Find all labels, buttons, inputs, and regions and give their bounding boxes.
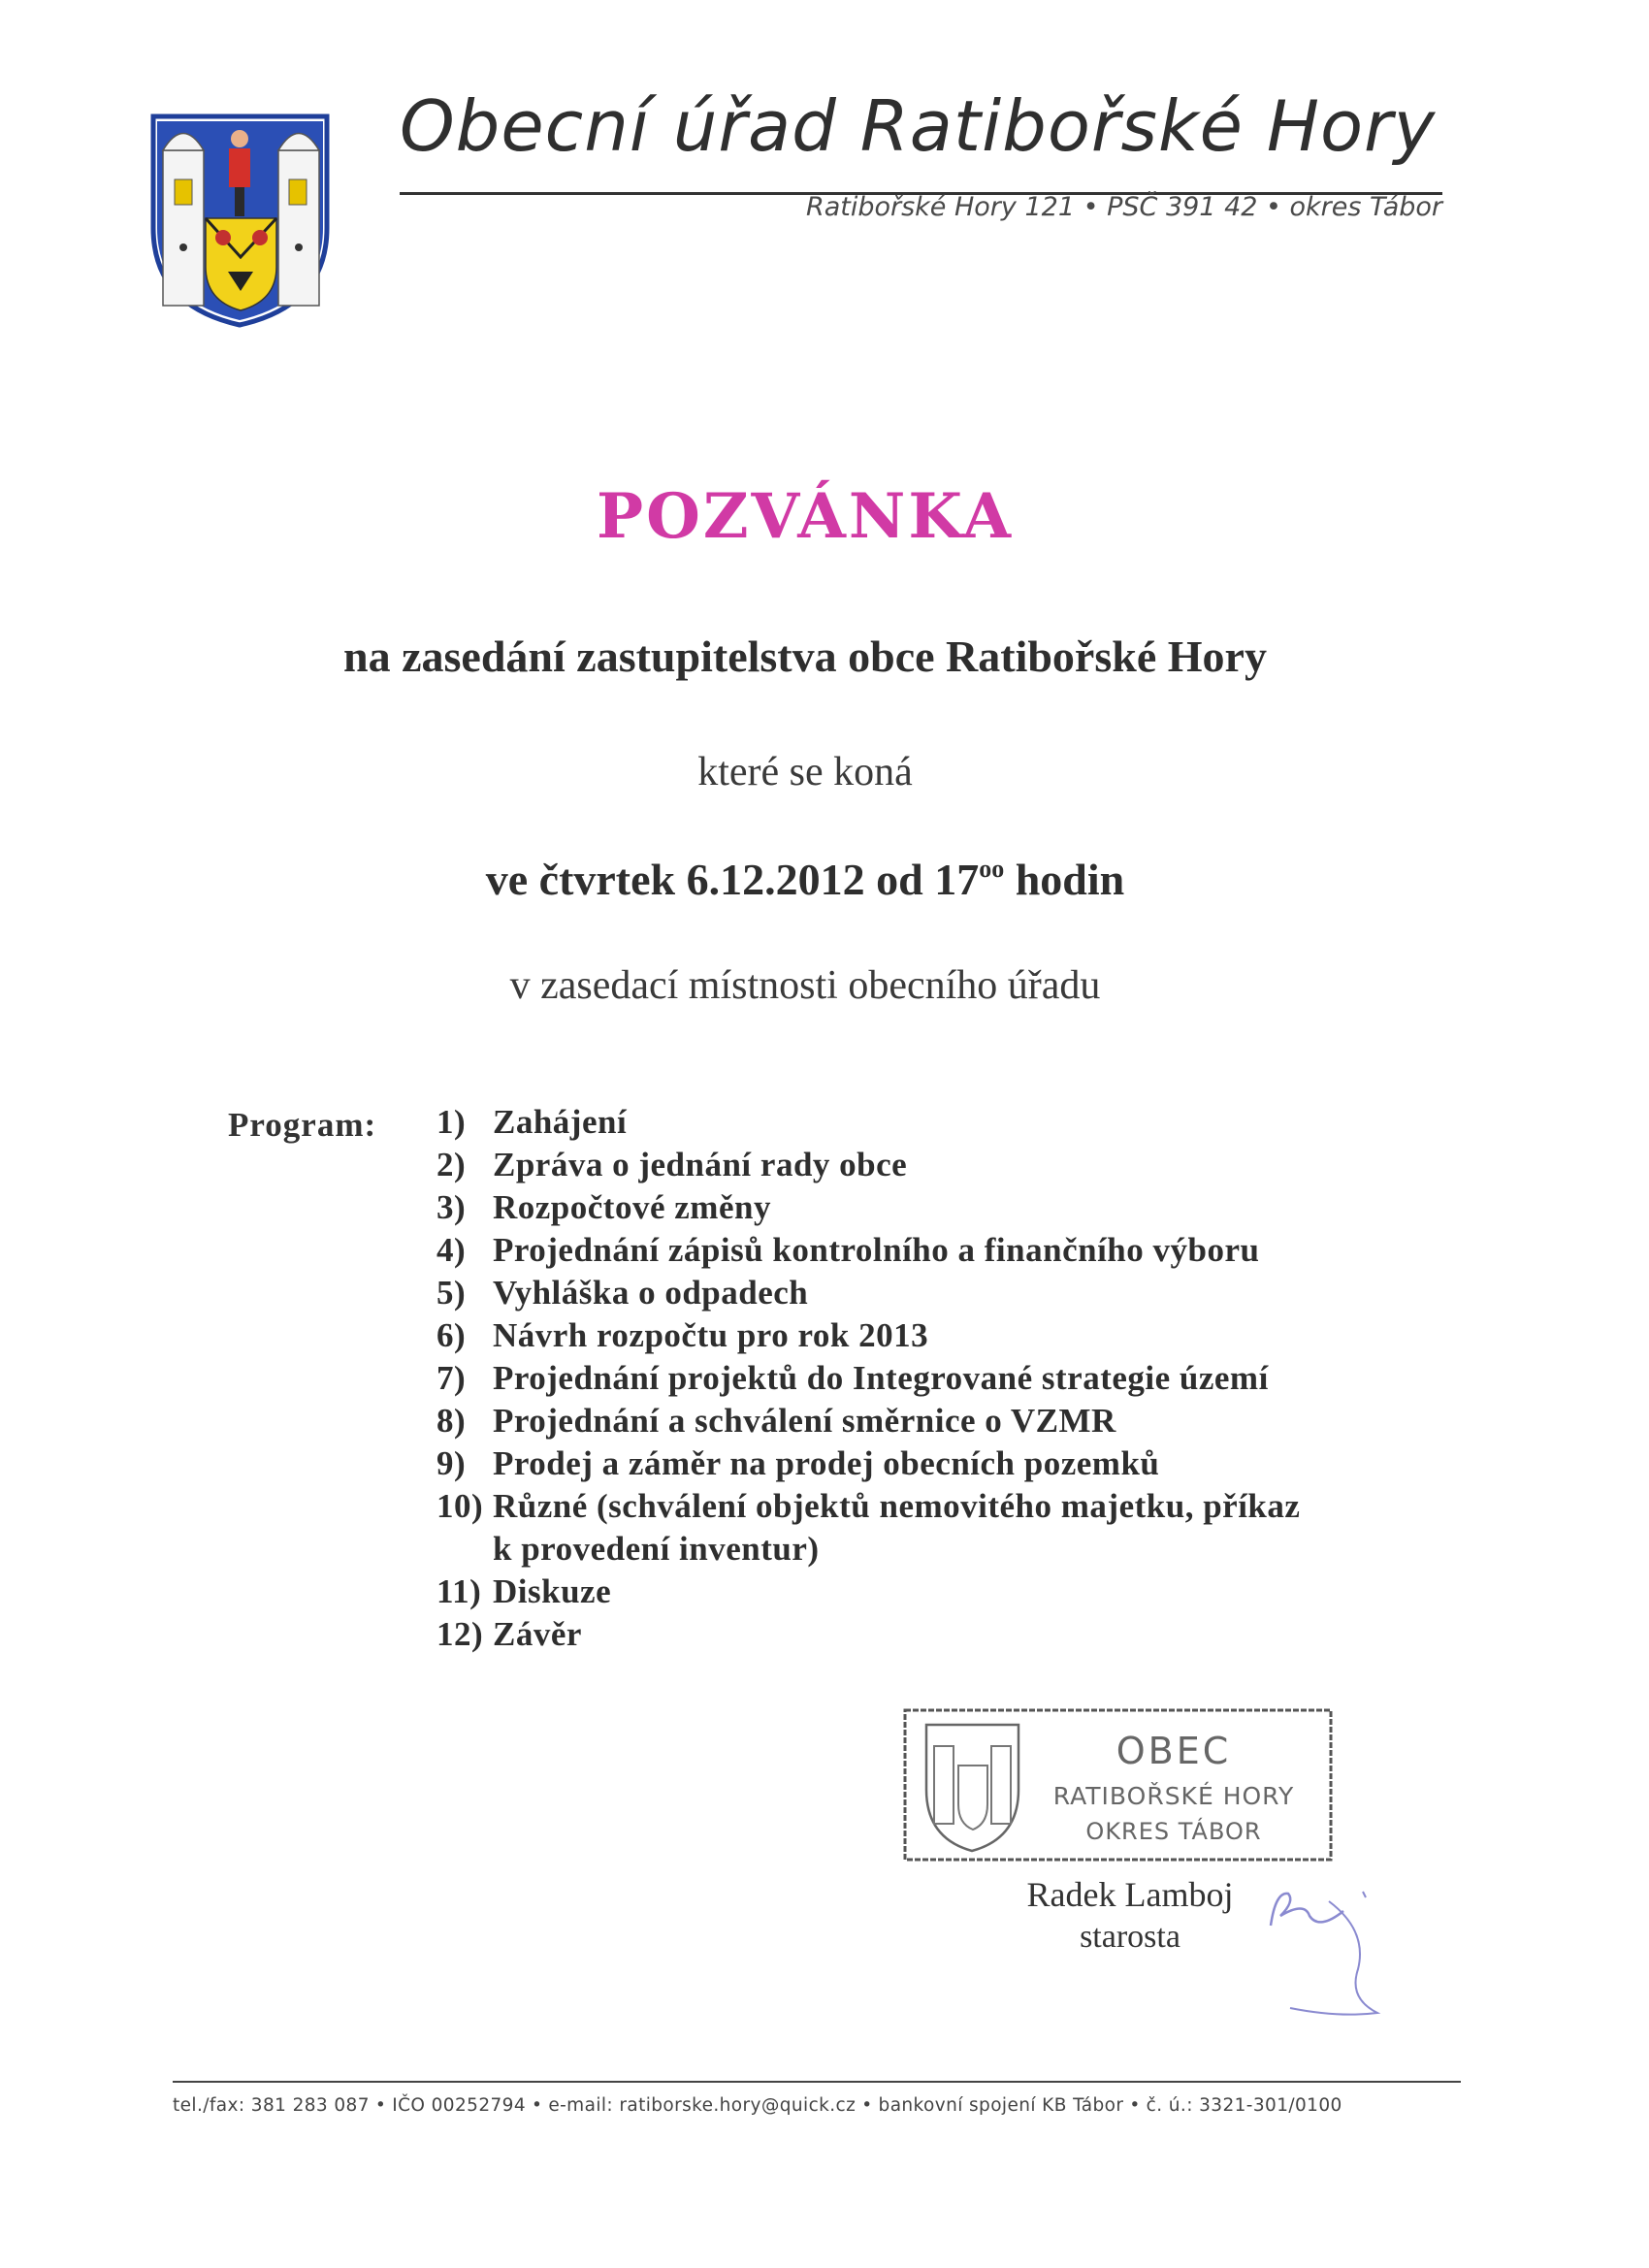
program-item-number: 6)	[436, 1316, 467, 1354]
program-item	[436, 1571, 1406, 1613]
program-item	[436, 1314, 1406, 1357]
program-item	[436, 1272, 1406, 1314]
meeting-date	[0, 854, 1610, 905]
stamp-line-1: OBEC	[1116, 1730, 1232, 1772]
handwritten-signature	[1251, 1872, 1387, 2047]
footer-separator: •	[374, 2095, 387, 2116]
signer-role: starosta	[1080, 1919, 1180, 1955]
program-item-number: 10)	[436, 1487, 484, 1525]
program-item-text: Projednání a schválení směrnice o VZMR	[493, 1402, 1116, 1440]
program-item	[436, 1229, 1406, 1272]
program-item-text: Závěr	[493, 1615, 582, 1653]
footer-phone: tel./fax: 381 283 087	[173, 2095, 370, 2116]
footer-account: č. ú.: 3321-301/0100	[1146, 2095, 1342, 2116]
meeting-location: v zasedací místnosti obecního úřadu	[509, 963, 1101, 1008]
coat-of-arms-icon	[146, 112, 335, 330]
program-item-text: Prodej a záměr na prodej obecních pozemků	[493, 1444, 1160, 1482]
footer-contacts	[173, 2095, 1463, 2116]
program-item	[436, 1400, 1406, 1442]
program-item-text: Projednání projektů do Integrované strategie území	[493, 1359, 1269, 1397]
office-title: Obecní úřad Ratibořské Hory	[400, 85, 1437, 167]
official-stamp	[902, 1707, 1334, 1863]
program-item-number	[436, 1528, 493, 1571]
stamp-line-2: RATIBOŘSKÉ HORY	[1052, 1782, 1295, 1810]
program-item-number: 5)	[436, 1274, 467, 1312]
program-item-text: Diskuze	[493, 1572, 612, 1610]
program-item	[436, 1357, 1406, 1400]
program-item-text: Zahájení	[493, 1103, 628, 1141]
program-item-text: Projednání zápisů kontrolního a finančního výboru	[493, 1231, 1260, 1269]
program-label: Program:	[228, 1106, 377, 1144]
program-item-text: Návrh rozpočtu pro rok 2013	[493, 1316, 929, 1354]
meeting-date-main: ve čtvrtek 6.12.2012 od 17	[485, 855, 980, 904]
invitation-heading: POZVÁNKA	[596, 480, 1015, 553]
program-item-number: 7)	[436, 1359, 467, 1397]
footer-separator: •	[861, 2095, 873, 2116]
meeting-time-minutes: oo	[979, 855, 1005, 883]
program-item	[436, 1528, 1406, 1571]
footer-divider	[173, 2081, 1461, 2083]
program-item	[436, 1613, 1406, 1656]
footer-email: e-mail: ratiborske.hory@quick.cz	[548, 2095, 857, 2116]
program-item-number: 1)	[436, 1103, 467, 1141]
invitation-intro: které se koná	[697, 750, 913, 794]
program-item	[436, 1186, 1406, 1229]
program-item-text: Vyhláška o odpadech	[493, 1274, 809, 1312]
footer-separator: •	[1129, 2095, 1141, 2116]
program-item-number: 4)	[436, 1231, 467, 1269]
program-item-number: 11)	[436, 1572, 482, 1610]
footer-ico: IČO 00252794	[392, 2095, 526, 2116]
program-item-text: Různé (schválení objektů nemovitého majetku, příkaz	[493, 1487, 1301, 1525]
program-item-text: k provedení inventur)	[493, 1530, 820, 1568]
program-item-number: 2)	[436, 1146, 467, 1183]
office-address: Ratibořské Hory 121 • PSČ 391 42 • okres Tábor	[805, 192, 1442, 222]
program-item	[436, 1442, 1406, 1485]
program-item	[436, 1485, 1406, 1528]
program-item-text: Rozpočtové změny	[493, 1188, 771, 1226]
footer-bank: bankovní spojení KB Tábor	[878, 2095, 1124, 2116]
invitation-subject: na zasedání zastupitelstva obce Ratibořské Hory	[343, 632, 1267, 681]
program-item	[436, 1144, 1406, 1186]
meeting-date-end: hodin	[1004, 855, 1125, 904]
program-list	[436, 1101, 1406, 1656]
program-item	[436, 1101, 1406, 1144]
signer-name: Radek Lamboj	[1026, 1875, 1234, 1914]
footer-separator: •	[532, 2095, 543, 2116]
program-item-number: 3)	[436, 1188, 467, 1226]
stamp-line-3: OKRES TÁBOR	[1085, 1818, 1262, 1845]
stamp-coat-icon	[926, 1725, 1018, 1851]
program-item-number: 12)	[436, 1615, 484, 1653]
program-item-text: Zpráva o jednání rady obce	[493, 1146, 908, 1183]
program-item-number: 9)	[436, 1444, 467, 1482]
program-item-number: 8)	[436, 1402, 467, 1440]
